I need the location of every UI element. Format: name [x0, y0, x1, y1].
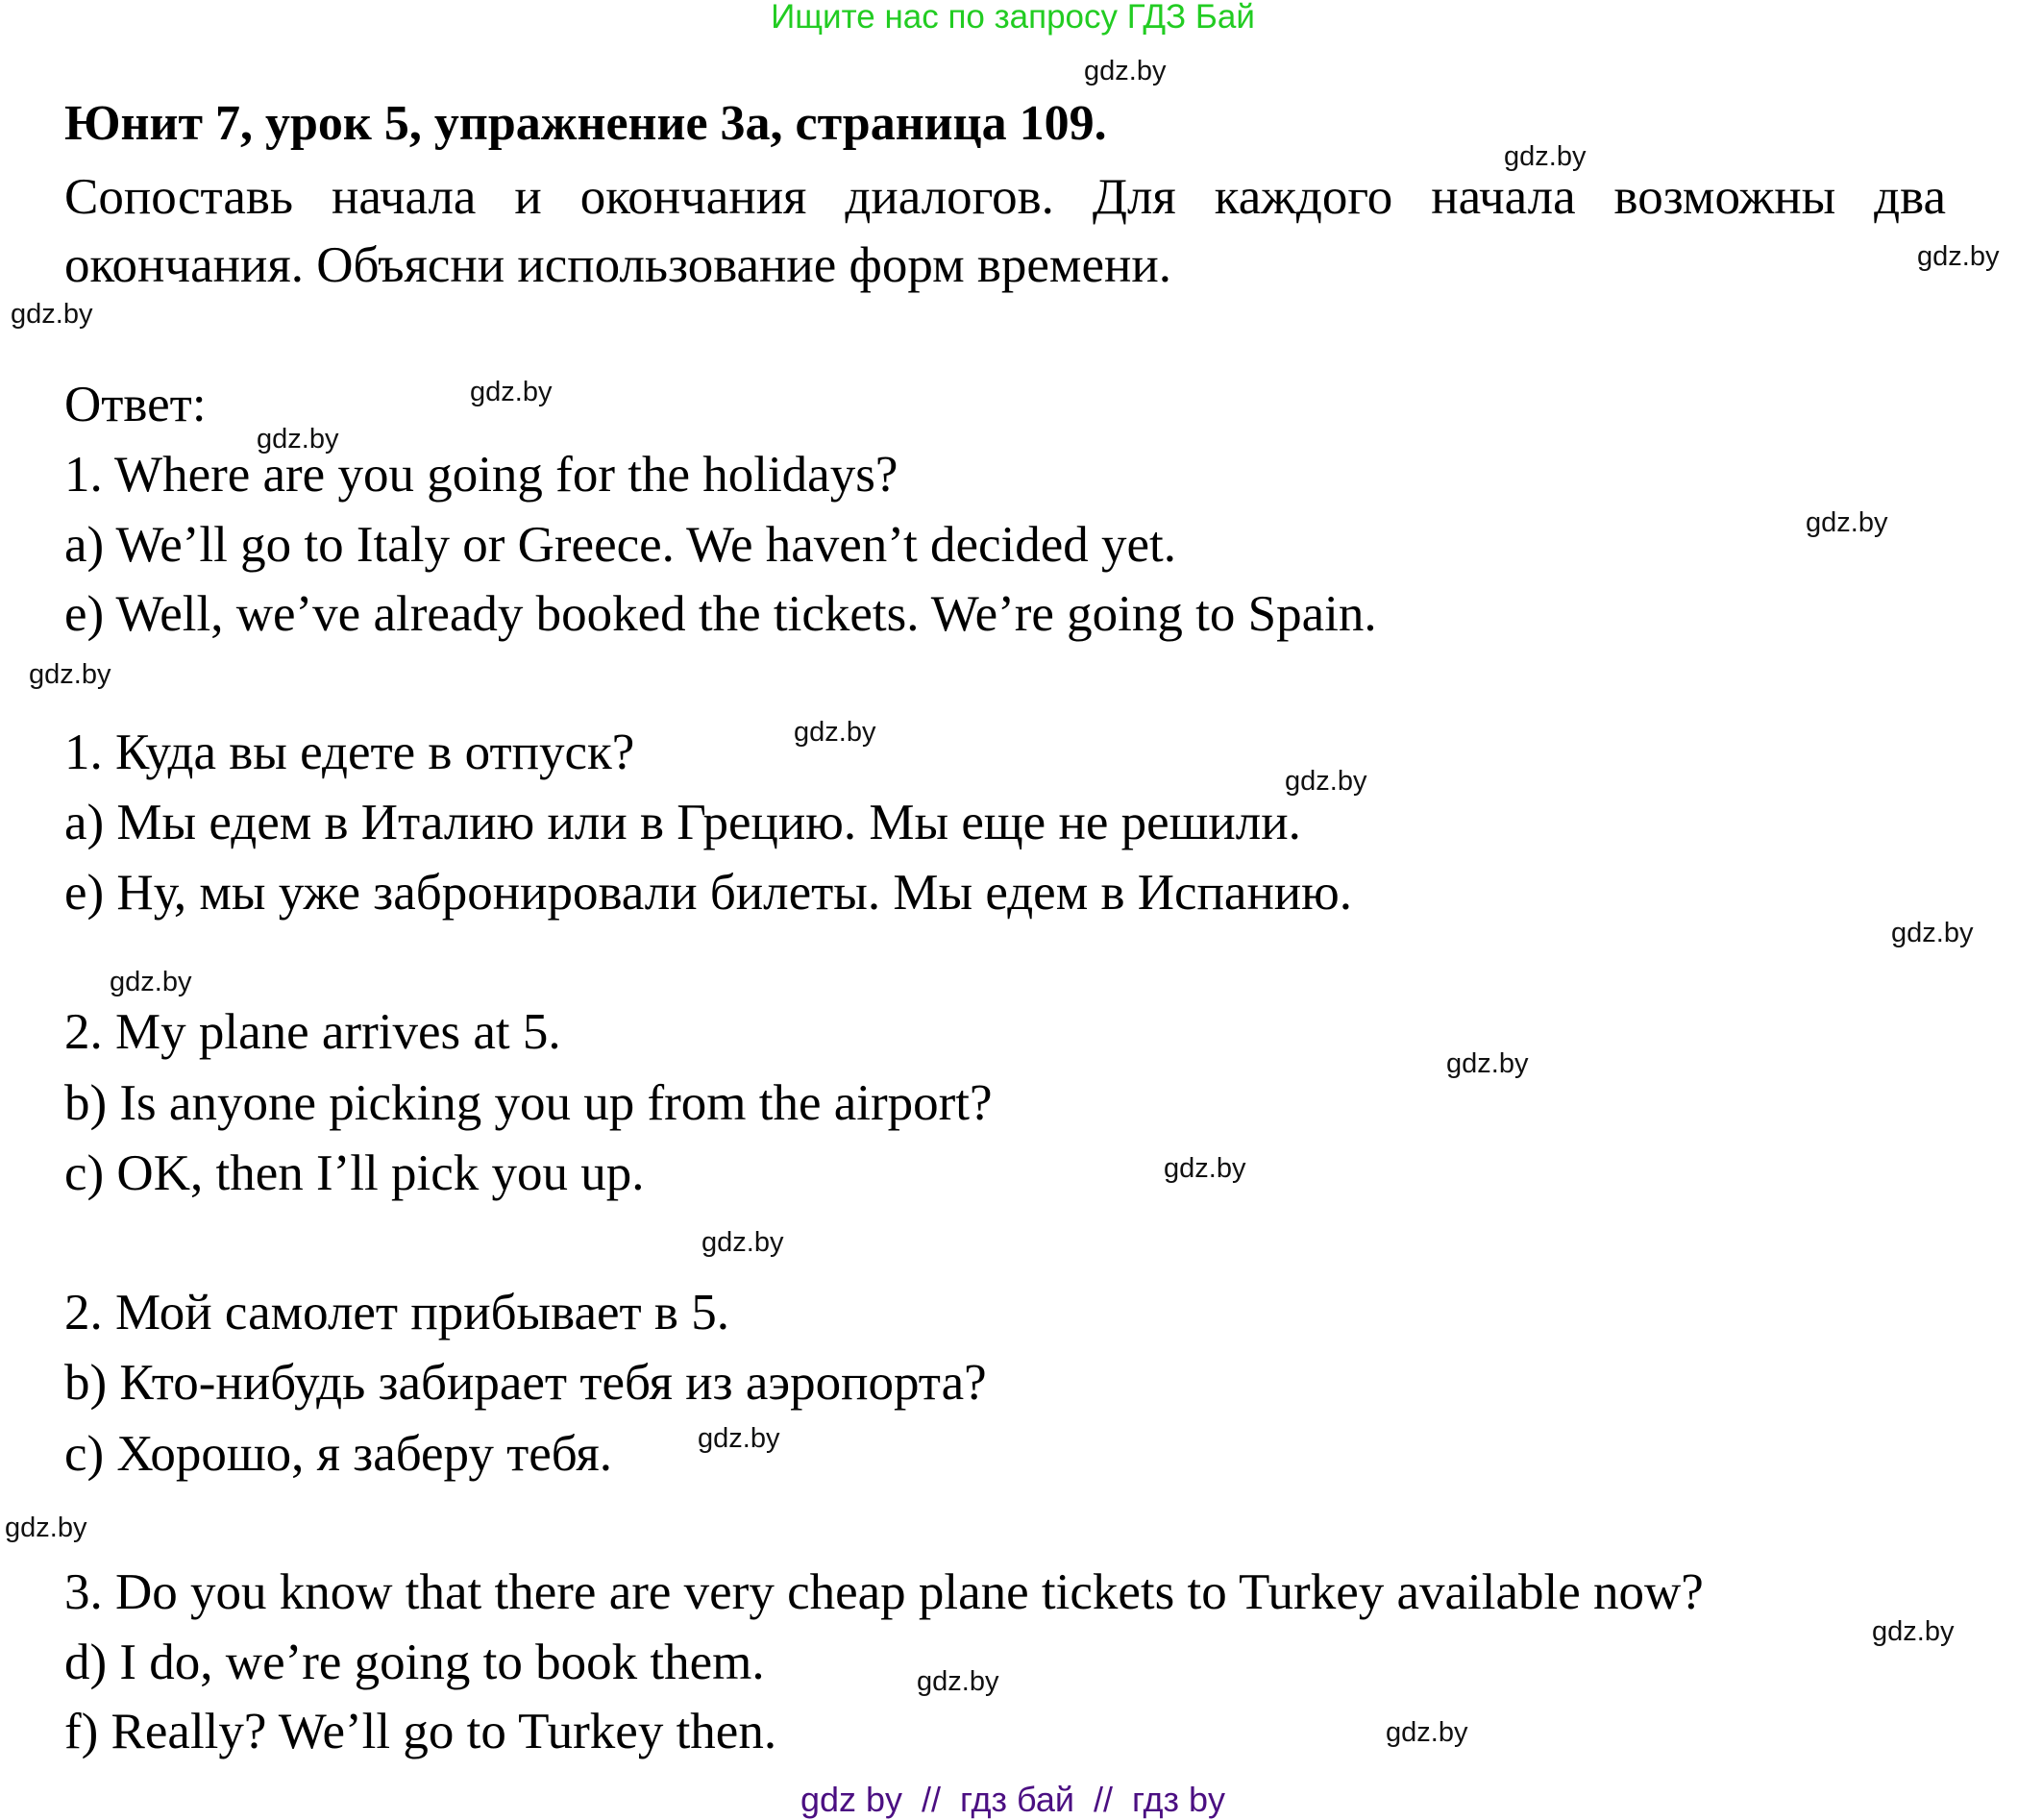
answer-line: f) Really? We’ll go to Turkey then.	[64, 1704, 777, 1759]
watermark: gdz.by	[917, 1666, 999, 1697]
search-banner: Ищите нас по запросу ГДЗ Бай	[771, 0, 1255, 36]
answer-line: d) I do, we’re going to book them.	[64, 1635, 765, 1690]
watermark: gdz.by	[470, 377, 553, 407]
answer-label: Ответ:	[64, 377, 207, 432]
watermark: gdz.by	[1446, 1048, 1529, 1079]
watermark: gdz.by	[11, 299, 93, 330]
answer-line: b) Is anyone picking you up from the airport?	[64, 1075, 993, 1131]
answer-line: 2. My plane arrives at 5.	[64, 1004, 561, 1060]
answer-line: 1. Where are you going for the holidays?	[64, 447, 898, 503]
watermark: gdz.by	[257, 424, 339, 455]
answer-line: 2. Мой самолет прибывает в 5.	[64, 1285, 729, 1340]
watermark: gdz.by	[1084, 56, 1167, 86]
watermark: gdz.by	[5, 1513, 87, 1543]
watermark: gdz.by	[698, 1423, 780, 1454]
watermark: gdz.by	[1891, 918, 1974, 948]
watermark: gdz.by	[1806, 507, 1888, 538]
answer-line: b) Кто-нибудь забирает тебя из аэропорта?	[64, 1355, 987, 1411]
answer-line: 3. Do you know that there are very cheap plane tickets to Turkey available now?	[64, 1564, 1704, 1620]
watermark: gdz.by	[1872, 1616, 1955, 1647]
answer-line: e) Ну, мы уже забронировали билеты. Мы едем в Испанию.	[64, 865, 1353, 921]
watermark: gdz.by	[110, 967, 192, 997]
answer-line: a) We’ll go to Italy or Greece. We haven’t decided yet.	[64, 517, 1176, 573]
answer-line: c) OK, then I’ll pick you up.	[64, 1145, 645, 1201]
watermark: gdz.by	[794, 717, 876, 748]
watermark: gdz.by	[1285, 766, 1367, 797]
footer-links: gdz by // гдз бай // гдз by	[800, 1780, 1226, 1819]
watermark: gdz.by	[701, 1227, 784, 1258]
answer-line: a) Мы едем в Италию или в Грецию. Мы еще не решили.	[64, 795, 1301, 850]
watermark: gdz.by	[29, 659, 111, 690]
watermark: gdz.by	[1164, 1153, 1246, 1184]
answer-line: c) Хорошо, я заберу тебя.	[64, 1426, 613, 1482]
answer-line: e) Well, we’ve already booked the tickets. We’re going to Spain.	[64, 586, 1377, 642]
instruction-line-2: окончания. Объясни использование форм времени.	[64, 237, 1171, 293]
answer-line: 1. Куда вы едете в отпуск?	[64, 725, 635, 780]
instruction-line-1: Сопоставь начала и окончания диалогов. Для каждого начала возможны два	[64, 169, 1946, 225]
watermark: gdz.by	[1504, 141, 1587, 172]
watermark: gdz.by	[1386, 1717, 1468, 1748]
page-title: Юнит 7, урок 5, упражнение 3a, страница 109.	[64, 96, 1107, 151]
watermark: gdz.by	[1917, 241, 2000, 272]
